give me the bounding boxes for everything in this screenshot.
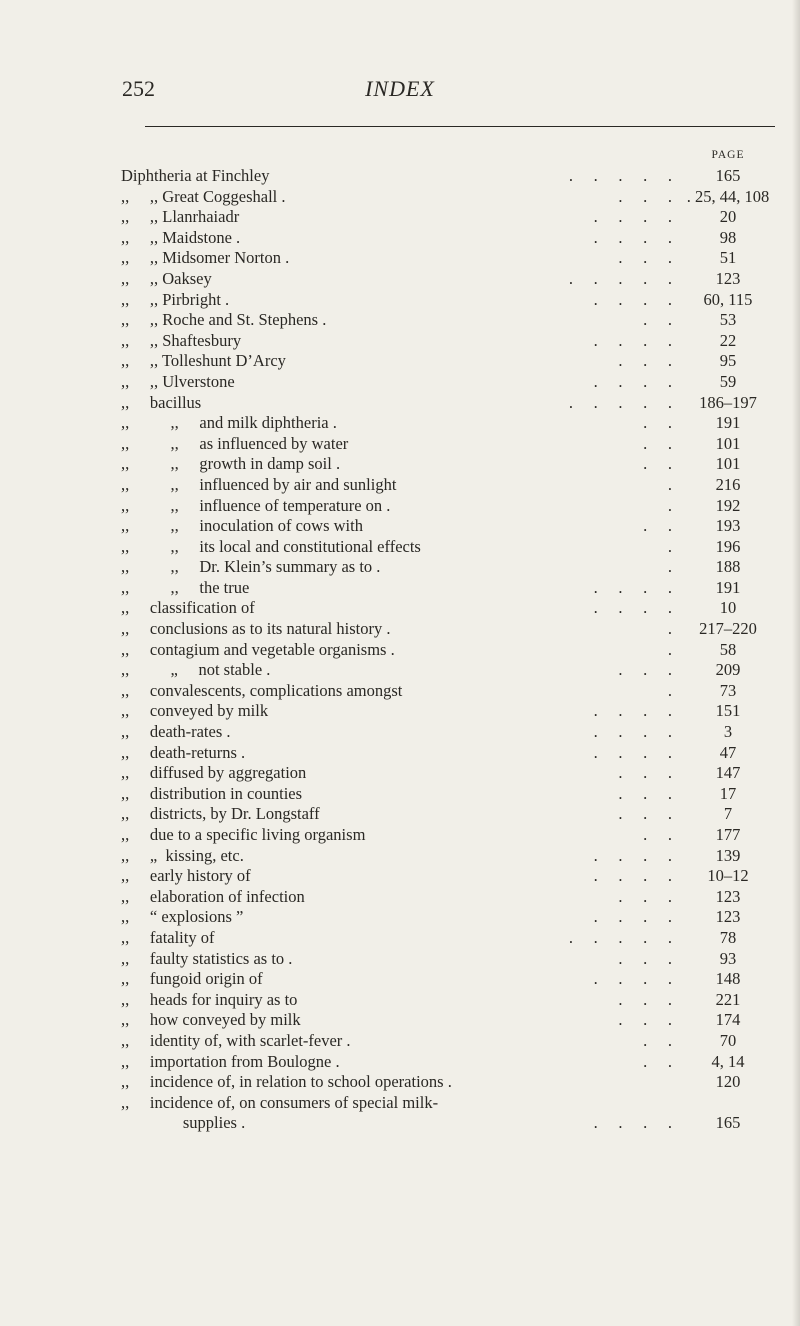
page-reference: 7 <box>723 804 733 824</box>
index-entry <box>0 640 800 661</box>
page-reference: 191 <box>715 413 741 433</box>
page-reference: 209 <box>715 660 741 680</box>
entry-text: ,, ,, Roche and St. Stephens . <box>121 310 327 330</box>
leader-dots: . . <box>643 413 672 433</box>
entry-text: ,, „ kissing, etc. <box>121 845 244 865</box>
page-reference: 10–12 <box>707 866 749 886</box>
index-entry <box>0 413 800 434</box>
index-entry <box>0 743 800 764</box>
leader-dots: . . . <box>618 763 672 783</box>
page-reference: 70 <box>719 1030 737 1050</box>
entry-text: ,, fungoid origin of <box>121 969 263 989</box>
index-entry <box>0 207 800 228</box>
index-entry <box>0 496 800 517</box>
index-entry <box>0 475 800 496</box>
index-entry <box>0 887 800 908</box>
page-reference: 59 <box>719 371 737 391</box>
scan-edge-shadow <box>792 0 800 1326</box>
leader-dots: . . . . <box>593 722 672 742</box>
leader-dots: . . . . . <box>568 268 672 288</box>
leader-dots: . <box>667 557 672 577</box>
page-reference: 151 <box>715 701 741 721</box>
leader-dots: . . . . <box>593 742 672 762</box>
index-entry <box>0 1072 800 1093</box>
page-reference: 174 <box>715 1010 741 1030</box>
index-entry <box>0 969 800 990</box>
page-reference: 22 <box>719 330 737 350</box>
index-entry <box>0 660 800 681</box>
leader-dots: . . <box>643 516 672 536</box>
index-entry <box>0 290 800 311</box>
index-entry <box>0 248 800 269</box>
page-reference: 17 <box>719 783 737 803</box>
index-entry <box>0 804 800 825</box>
page-reference: 73 <box>719 680 737 700</box>
entry-text: ,, ,, and milk diphtheria . <box>121 413 337 433</box>
page-reference: 101 <box>715 454 741 474</box>
leader-dots: . . . <box>618 886 672 906</box>
leader-dots: . . . . <box>593 227 672 247</box>
index-entry <box>0 578 800 599</box>
leader-dots: . . <box>643 825 672 844</box>
entry-text: ,, districts, by Dr. Longstaff <box>121 804 320 824</box>
page-reference: 20 <box>719 207 737 227</box>
index-entry <box>0 1093 800 1114</box>
leader-dots: . . . . <box>593 701 672 721</box>
entry-text: ,, how conveyed by milk <box>121 1010 301 1030</box>
leader-dots: . . . . <box>593 289 672 309</box>
index-entry <box>0 701 800 722</box>
leader-dots: . . . . <box>593 577 672 597</box>
index-entry <box>0 619 800 640</box>
index-entry <box>0 187 800 208</box>
leader-dots: . . . . <box>593 207 672 227</box>
index-entry <box>0 372 800 393</box>
page-reference: 123 <box>715 907 741 927</box>
index-entry <box>0 557 800 578</box>
leader-dots: . . . <box>618 783 672 803</box>
index-entry <box>0 722 800 743</box>
page-reference: 216 <box>715 474 741 494</box>
index-entry <box>0 907 800 928</box>
index-entry <box>0 763 800 784</box>
entry-text: ,, importation from Boulogne . <box>121 1051 340 1071</box>
index-entry <box>0 393 800 414</box>
leader-dots: . . . <box>618 351 672 371</box>
page-reference: 101 <box>715 433 741 453</box>
leader-dots: . . . <box>618 1010 672 1030</box>
page-reference: 196 <box>715 536 741 556</box>
leader-dots: . <box>667 536 672 556</box>
page-reference: 47 <box>719 742 737 762</box>
leader-dots: . . . <box>618 989 672 1009</box>
page-reference: 98 <box>719 227 737 247</box>
entry-text: ,, death-rates . <box>121 722 231 742</box>
entry-text: ,, incidence of, in relation to school operations . <box>121 1072 452 1092</box>
entry-text: ,, ,, the true <box>121 577 250 597</box>
page-reference: 78 <box>719 927 737 947</box>
page-reference: 123 <box>715 268 741 288</box>
entry-text: ,, ,, its local and constitutional effects <box>121 536 421 556</box>
page-reference: 147 <box>715 763 741 783</box>
entry-text: ,, „ not stable . <box>121 660 271 680</box>
entry-text: ,, heads for inquiry as to <box>121 989 298 1009</box>
leader-dots: . . . <box>618 248 672 268</box>
index-entry <box>0 434 800 455</box>
page-reference: 191 <box>715 577 741 597</box>
entry-text: ,, ,, influence of temperature on . <box>121 495 391 515</box>
page-reference: 3 <box>723 722 733 742</box>
entry-text: ,, ,, Dr. Klein’s summary as to . <box>121 557 381 577</box>
index-entry <box>0 454 800 475</box>
entry-text: ,, contagium and vegetable organisms . <box>121 639 395 659</box>
leader-dots: . . . <box>618 660 672 680</box>
entry-text: ,, ,, Llanrhaiadr <box>121 207 240 227</box>
leader-dots: . . . . <box>593 1113 672 1133</box>
index-entry <box>0 351 800 372</box>
index-entry <box>0 166 800 187</box>
index-entry <box>0 1031 800 1052</box>
page-reference: 4, 14 <box>711 1051 745 1071</box>
leader-dots: . <box>667 495 672 515</box>
page-reference: 51 <box>719 248 737 268</box>
page-reference: . 25, 44, 108 <box>686 186 770 206</box>
index-entry <box>0 1113 800 1134</box>
entry-text: ,, death-returns . <box>121 742 246 762</box>
page-reference: 221 <box>715 989 741 1009</box>
index-entry <box>0 866 800 887</box>
index-entry <box>0 1052 800 1073</box>
index-entry <box>0 846 800 867</box>
leader-dots: . . . <box>618 804 672 824</box>
leader-dots: . . . . <box>593 845 672 865</box>
page-reference: 53 <box>719 310 737 330</box>
entry-text: ,, due to a specific living organism <box>121 825 366 844</box>
entry-text: ,, early history of <box>121 866 251 886</box>
index-entry <box>0 228 800 249</box>
page-reference: 95 <box>719 351 737 371</box>
entry-text: ,, ,, Midsomer Norton . <box>121 248 290 268</box>
page-reference: 193 <box>715 516 741 536</box>
entry-text: ,, ,, growth in damp soil . <box>121 454 341 474</box>
entry-text: ,, ,, inoculation of cows with <box>121 516 363 536</box>
leader-dots: . . . . <box>593 598 672 618</box>
leader-dots: . . . . . <box>568 927 672 947</box>
entry-text: supplies . <box>121 1113 246 1133</box>
page-reference: 165 <box>715 166 741 185</box>
entry-text: ,, faulty statistics as to . <box>121 948 293 968</box>
page-reference: 123 <box>715 886 741 906</box>
entry-text: ,, ,, Ulverstone <box>121 371 235 391</box>
index-entry <box>0 990 800 1011</box>
index-entry <box>0 516 800 537</box>
index-entry <box>0 269 800 290</box>
entry-text: ,, ,, Oaksey <box>121 268 212 288</box>
entry-text: ,, fatality of <box>121 927 215 947</box>
leader-dots: . . . . . <box>568 166 672 185</box>
page-reference: 148 <box>715 969 741 989</box>
entry-text: ,, distribution in counties <box>121 783 303 803</box>
leader-dots: . . <box>643 454 672 474</box>
entry-text: ,, bacillus <box>121 392 202 412</box>
index-entry <box>0 928 800 949</box>
entry-text: ,, ,, influenced by air and sunlight <box>121 474 397 494</box>
page-reference: 139 <box>715 845 741 865</box>
entry-text: ,, ,, Tolleshunt D’Arcy <box>121 351 286 371</box>
entry-text: ,, classification of <box>121 598 255 618</box>
leader-dots: . . . . <box>593 371 672 391</box>
entry-text: Diphtheria at Finchley <box>121 166 270 185</box>
entry-text: ,, conveyed by milk <box>121 701 269 721</box>
entry-text: ,, identity of, with scarlet-fever . <box>121 1030 351 1050</box>
page-number: 252 <box>122 76 155 101</box>
index-entry <box>0 825 800 846</box>
page-reference: 60, 115 <box>703 289 753 309</box>
page-reference: 165 <box>715 1113 741 1133</box>
entry-text: ,, ,, Maidstone . <box>121 227 241 247</box>
leader-dots: . <box>667 474 672 494</box>
entry-text: ,, “ explosions ” <box>121 907 244 927</box>
index-entries <box>0 166 800 1134</box>
page-header <box>0 76 800 106</box>
index-entry <box>0 598 800 619</box>
page-reference: 93 <box>719 948 737 968</box>
index-entry <box>0 1010 800 1031</box>
leader-dots: . . . . <box>593 969 672 989</box>
entry-text: ,, conclusions as to its natural history . <box>121 619 391 639</box>
entry-text: ,, diffused by aggregation <box>121 763 307 783</box>
page-reference: 58 <box>719 639 737 659</box>
leader-dots: . . . . . <box>568 392 672 412</box>
leader-dots: . . . <box>618 948 672 968</box>
entry-text: ,, convalescents, complications amongst <box>121 680 403 700</box>
index-entry <box>0 537 800 558</box>
leader-dots: . <box>667 639 672 659</box>
entry-text: ,, ,, Shaftesbury <box>121 330 242 350</box>
leader-dots: . <box>667 680 672 700</box>
index-entry <box>0 331 800 352</box>
page-reference: 188 <box>715 557 741 577</box>
page-reference: 217–220 <box>699 619 757 639</box>
leader-dots: . . <box>643 1051 672 1071</box>
index-entry <box>0 784 800 805</box>
page-reference: 177 <box>715 825 741 844</box>
page-reference: 10 <box>719 598 737 618</box>
entry-text: ,, ,, Pirbright . <box>121 289 230 309</box>
entry-text: ,, ,, as influenced by water <box>121 433 349 453</box>
leader-dots: . . . . <box>593 330 672 350</box>
leader-dots: . . . . <box>593 866 672 886</box>
leader-dots: . . <box>643 433 672 453</box>
leader-dots: . . <box>643 310 672 330</box>
entry-text: ,, incidence of, on consumers of special milk- <box>121 1092 439 1112</box>
index-entry <box>0 681 800 702</box>
index-entry <box>0 949 800 970</box>
index-entry <box>0 310 800 331</box>
leader-dots: . . . . <box>593 907 672 927</box>
entry-text: ,, elaboration of infection <box>121 886 305 906</box>
page-column-label: PAGE <box>711 149 745 161</box>
running-head: INDEX <box>365 76 435 101</box>
header-rule <box>145 126 775 127</box>
page-reference: 192 <box>715 495 741 515</box>
page-reference: 186–197 <box>699 392 757 412</box>
entry-text: ,, ,, Great Coggeshall . <box>121 186 286 206</box>
leader-dots: . <box>667 619 672 639</box>
leader-dots: . . <box>643 1030 672 1050</box>
page-reference: 120 <box>715 1072 741 1092</box>
leader-dots: . . . <box>618 186 672 206</box>
